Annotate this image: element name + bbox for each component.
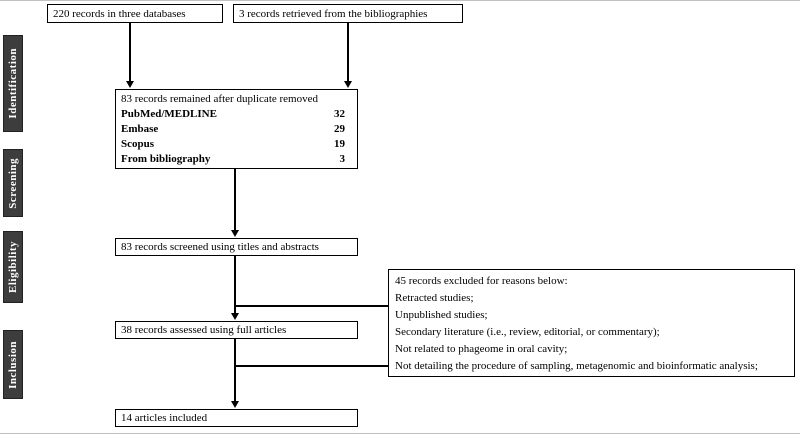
- excluded-reason: Retracted studies;: [395, 292, 474, 304]
- bibliography-records-box: 3 records retrieved from the bibliographies: [233, 4, 463, 23]
- connector-screened-to-excluded: [235, 305, 388, 307]
- dedup-source: Embase: [121, 123, 159, 135]
- screened-box: 83 records screened using titles and abstracts: [115, 238, 358, 256]
- included-box: 14 articles included: [115, 409, 358, 427]
- dedup-source: From bibliography: [121, 153, 211, 165]
- dedup-row-embase: [121, 122, 351, 137]
- dedup-row-bibliography: [121, 152, 351, 167]
- stage-identification: [3, 35, 23, 132]
- dedup-count: 19: [334, 138, 345, 150]
- dedup-source: Scopus: [121, 138, 155, 150]
- stage-eligibility: [3, 231, 23, 303]
- arrow-db-to-dedup-head: [126, 81, 134, 88]
- arrow-assessed-to-included-stem: [234, 339, 236, 402]
- excluded-box: [388, 269, 795, 377]
- connector-assessed-to-excluded: [235, 365, 388, 367]
- dedup-count: 3: [339, 153, 345, 165]
- arrow-dedup-to-screened-head: [231, 230, 239, 237]
- excluded-title: 45 records excluded for reasons below:: [395, 275, 568, 287]
- excluded-reason: Unpublished studies;: [395, 309, 488, 321]
- excluded-reason: Secondary literature (i.e., review, editorial, or commentary);: [395, 326, 660, 338]
- duplicates-removed-box: [115, 89, 358, 169]
- excluded-reason: Not detailing the procedure of sampling, metagenomic and bioinformatic analysis;: [395, 360, 758, 372]
- assessed-box: 38 records assessed using full articles: [115, 321, 358, 339]
- stage-inclusion: [3, 330, 23, 399]
- arrow-dedup-to-screened-stem: [234, 169, 236, 231]
- dedup-row-pubmed: [121, 107, 351, 122]
- stage-inclusion-label: Inclusion: [7, 340, 19, 389]
- stage-screening: [3, 149, 23, 217]
- arrow-screened-to-assessed-head: [231, 313, 239, 320]
- arrow-db-to-dedup-stem: [129, 23, 131, 82]
- arrow-biblio-to-dedup-head: [344, 81, 352, 88]
- stage-screening-label: Screening: [7, 157, 19, 209]
- dedup-count: 32: [334, 108, 345, 120]
- database-records-box: 220 records in three databases: [47, 4, 223, 23]
- stage-identification-label: Identification: [7, 48, 19, 119]
- excluded-reason: Not related to phageome in oral cavity;: [395, 343, 568, 355]
- dedup-row-scopus: [121, 137, 351, 152]
- arrow-assessed-to-included-head: [231, 401, 239, 408]
- stage-eligibility-label: Eligibility: [7, 241, 19, 293]
- duplicates-removed-title: 83 records remained after duplicate removed: [121, 93, 318, 105]
- dedup-source: PubMed/MEDLINE: [121, 108, 217, 120]
- arrow-biblio-to-dedup-stem: [347, 23, 349, 82]
- dedup-count: 29: [334, 123, 345, 135]
